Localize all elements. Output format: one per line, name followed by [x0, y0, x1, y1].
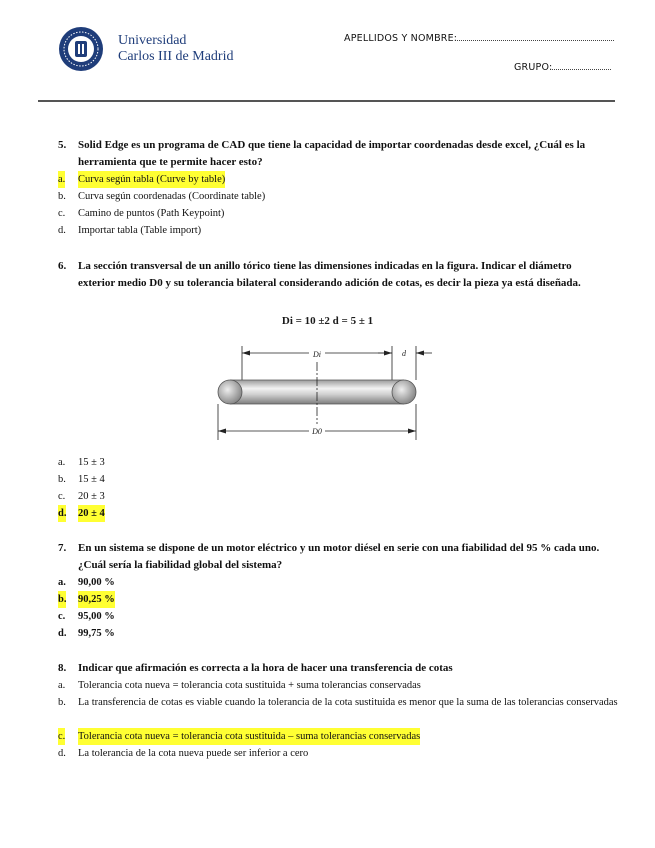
option-letter: d.: [58, 628, 67, 639]
option-text: Importar tabla (Table import): [78, 225, 202, 236]
option-letter: b.: [58, 697, 66, 708]
option-letter: c.: [58, 611, 66, 622]
option-text: 20 ± 3: [78, 491, 105, 502]
option-text: Curva según tabla (Curve by table): [78, 171, 225, 188]
option-text: 15 ± 3: [78, 457, 105, 468]
question-8-number: 8.: [58, 662, 67, 674]
option-text: 95,00 %: [78, 611, 115, 622]
di-arrow-left: [242, 351, 250, 356]
option-letter: c.: [58, 728, 65, 745]
option-text: 20 ± 4: [78, 505, 105, 522]
question-6-text: La sección transversal de un anillo tórico tiene las dimensiones indicadas en la figura. Indicar el diámetro exterior medio D0 y su tolerancia bilateral considerando adición de cotas, es decir la pieza ya está diseñada.: [78, 260, 581, 289]
question-7-number: 7.: [58, 542, 67, 554]
university-line2: Carlos III de Madrid: [118, 49, 234, 64]
university-line1: Universidad: [118, 33, 187, 48]
d-label: d: [402, 349, 406, 358]
option-letter: b.: [58, 591, 66, 608]
option-text: Camino de puntos (Path Keypoint): [78, 208, 225, 219]
option-text: Tolerancia cota nueva = tolerancia cota sustituida + suma tolerancias conservadas: [78, 680, 421, 691]
option-text: Tolerancia cota nueva = tolerancia cota sustituida – suma tolerancias conservadas: [78, 728, 420, 745]
d0-arrow-left: [218, 429, 226, 434]
option-text: La transferencia de cotas es viable cuando la tolerancia de la cota sustituida es menor que la suma de las tolerancias conservadas: [78, 697, 618, 708]
d-arrow-right-head: [416, 351, 424, 356]
question-8-text: Indicar que afirmación es correcta a la hora de hacer una transferencia de cotas: [78, 662, 453, 674]
option-text: 99,75 %: [78, 628, 115, 639]
option-text: 90,00 %: [78, 577, 115, 588]
option-letter: a.: [58, 577, 66, 588]
option-letter: b.: [58, 474, 66, 485]
option-letter: c.: [58, 208, 66, 219]
option-letter: a.: [58, 171, 65, 188]
option-letter: d.: [58, 748, 66, 759]
option-text: 15 ± 4: [78, 474, 105, 485]
option-text: La tolerancia de la cota nueva puede ser inferior a cero: [78, 748, 309, 759]
name-label: APELLIDOS Y NOMBRE:: [344, 33, 458, 44]
group-label: GRUPO:: [514, 62, 553, 73]
option-text: 90,25 %: [78, 591, 115, 608]
o-ring-section-left: [218, 380, 242, 404]
d0-label: D0: [312, 427, 322, 436]
option-text: Curva según coordenadas (Coordinate table): [78, 191, 266, 202]
d0-arrow-right: [408, 429, 416, 434]
question-5-text: Solid Edge es un programa de CAD que tiene la capacidad de importar coordenadas desde excel, ¿Cuál es la herramienta que te permite hacer esto?: [78, 139, 586, 168]
o-ring-section-right: [392, 380, 416, 404]
option-letter: b.: [58, 191, 66, 202]
question-6-number: 6.: [58, 260, 67, 272]
question-5-number: 5.: [58, 139, 67, 151]
option-letter: a.: [58, 680, 66, 691]
question-6-formula: Di = 10 ±2 d = 5 ± 1: [281, 315, 374, 327]
option-letter: d.: [58, 505, 66, 522]
option-letter: c.: [58, 491, 66, 502]
question-7-text: En un sistema se dispone de un motor eléctrico y un motor diésel en serie con una fiabilidad del 95 % cada uno. ¿Cuál sería la fiabilidad global del sistema?: [78, 542, 600, 571]
option-letter: a.: [58, 457, 66, 468]
di-label: Di: [313, 350, 321, 359]
option-letter: d.: [58, 225, 66, 236]
